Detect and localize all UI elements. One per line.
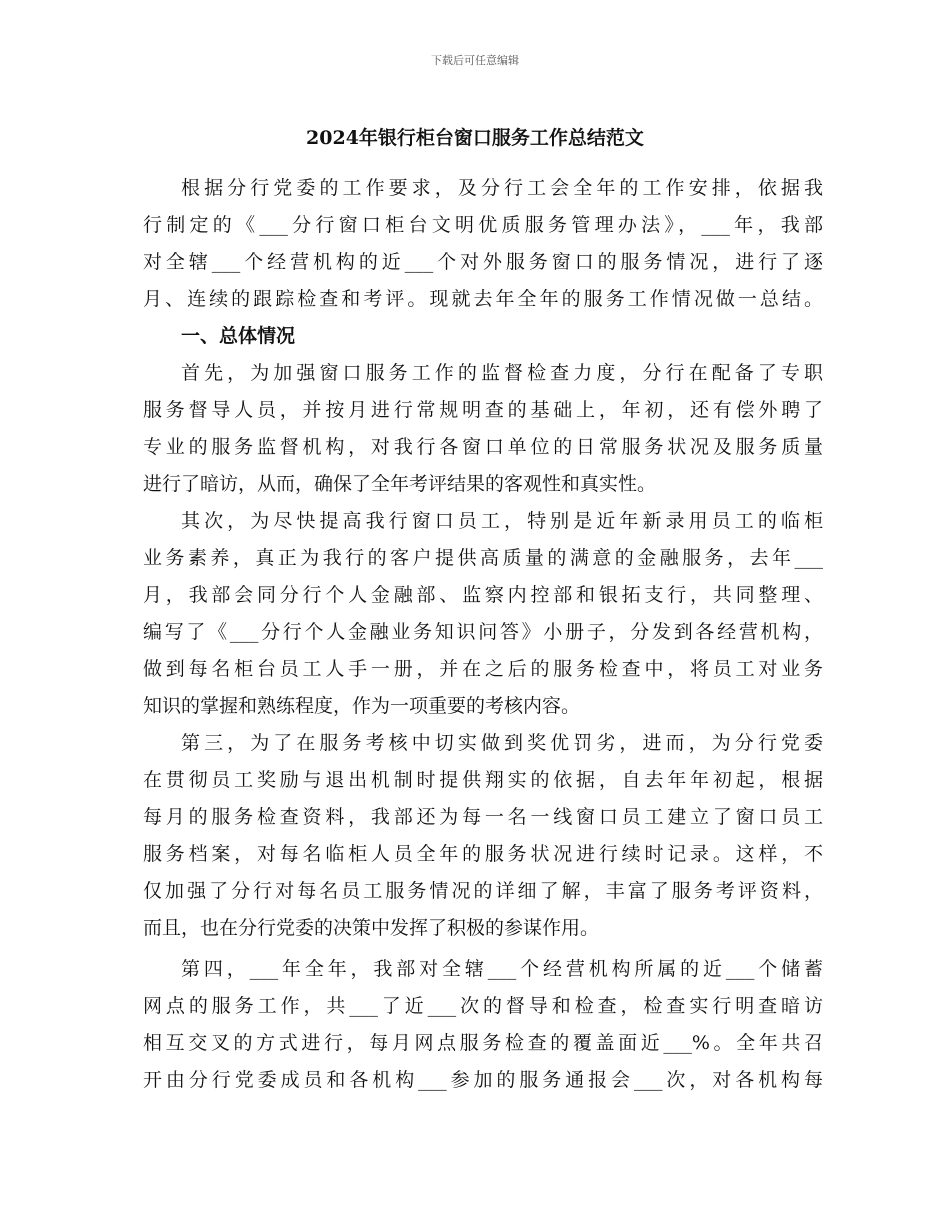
paragraph-line: 服务督导人员，并按月进行常规明查的基础上，年初，还有偿外聘了 <box>143 399 823 421</box>
paragraph-line: 服务档案，对每名临柜人员全年的服务状况进行续时记录。这样，不 <box>143 843 823 865</box>
paragraph-line: 行制定的《___分行窗口柜台文明优质服务管理办法》，___年，我部 <box>143 214 823 236</box>
section-heading: 一、总体情况 <box>181 325 296 347</box>
paragraph-line: 首先，为加强窗口服务工作的监督检查力度，分行在配备了专职 <box>181 362 823 384</box>
paragraph-line: 第四，___年全年，我部对全辖___个经营机构所属的近___个储蓄 <box>181 958 823 980</box>
paragraph-line: 网点的服务工作，共___了近___次的督导和检查，检查实行明查暗访 <box>143 995 823 1017</box>
paragraph-line: 在贯彻员工奖励与退出机制时提供翔实的依据，自去年年初起，根据 <box>143 769 823 791</box>
paragraph-line: 编写了《___分行个人金融业务知识问答》小册子，分发到各经营机构， <box>143 621 823 643</box>
paragraph-line: 根据分行党委的工作要求，及分行工会全年的工作安排，依据我 <box>181 177 823 199</box>
paragraph-line: 知识的掌握和熟练程度，作为一项重要的考核内容。 <box>143 695 581 717</box>
paragraph-line: 月、连续的跟踪检查和考评。现就去年全年的服务工作情况做一总结。 <box>143 288 823 310</box>
paragraph-line: 进行了暗访，从而，确保了全年考评结果的客观性和真实性。 <box>143 473 657 495</box>
paragraph-line: 其次，为尽快提高我行窗口员工，特别是近年新录用员工的临柜 <box>181 510 823 532</box>
paragraph-line: 每月的服务检查资料，我部还为每一名一线窗口员工建立了窗口员工 <box>143 806 823 828</box>
paragraph-line: 做到每名柜台员工人手一册，并在之后的服务检查中，将员工对业务 <box>143 658 823 680</box>
paragraph-line: 业务素养，真正为我行的客户提供高质量的满意的金融服务，去年___ <box>143 547 823 569</box>
paragraph-line: 对全辖___个经营机构的近___个对外服务窗口的服务情况，进行了逐 <box>143 251 823 273</box>
paragraph-line: 相互交叉的方式进行，每月网点服务检查的覆盖面近___%。全年共召 <box>143 1032 823 1054</box>
paragraph-line: 仅加强了分行对每名员工服务情况的详细了解，丰富了服务考评资料， <box>143 880 823 902</box>
document-title: 2024年银行柜台窗口服务工作总结范文 <box>306 127 644 149</box>
header-note: 下载后可任意编辑 <box>431 54 519 67</box>
paragraph-line: 开由分行党委成员和各机构___参加的服务通报会___次，对各机构每 <box>143 1069 823 1091</box>
paragraph-line: 而且，也在分行党委的决策中发挥了积极的参谋作用。 <box>143 917 600 939</box>
paragraph-line: 专业的服务监督机构，对我行各窗口单位的日常服务状况及服务质量 <box>143 436 823 458</box>
paragraph-line: 第三，为了在服务考核中切实做到奖优罚劣，进而，为分行党委 <box>181 732 823 754</box>
paragraph-line: 月，我部会同分行个人金融部、监察内控部和银拓支行，共同整理、 <box>143 584 823 606</box>
